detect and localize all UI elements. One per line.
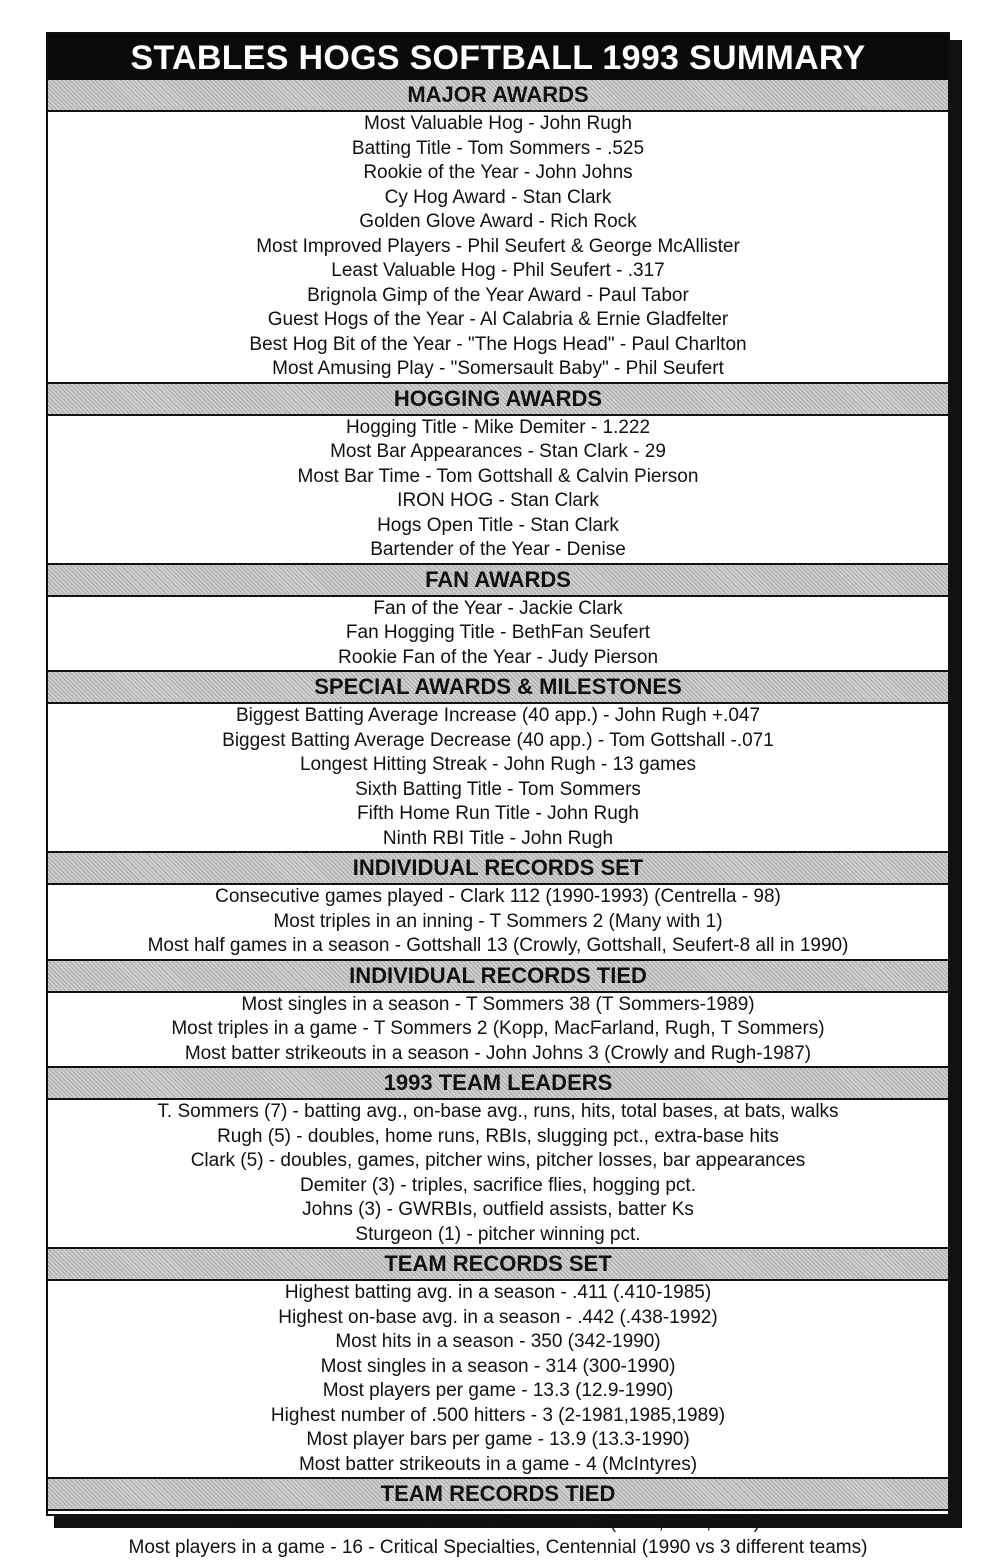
list-item: Highest number of .500 hitters - 3 (2-1981,1985,1989) <box>48 1404 948 1429</box>
section-special-awards-milestones <box>48 670 948 851</box>
list-item: Clark (5) - doubles, games, pitcher wins, pitcher losses, bar appearances <box>48 1149 948 1174</box>
list-item: Fifth Home Run Title - John Rugh <box>48 802 948 827</box>
section-hogging-awards <box>48 382 948 563</box>
section-individual-records-set <box>48 851 948 959</box>
list-item: Johns (3) - GWRBIs, outfield assists, batter Ks <box>48 1198 948 1223</box>
list-item: Least Valuable Hog - Phil Seufert - .317 <box>48 259 948 284</box>
list-item: IRON HOG - Stan Clark <box>48 489 948 514</box>
list-item: Batting Title - Tom Sommers - .525 <box>48 137 948 162</box>
section-fan-awards <box>48 563 948 671</box>
section-individual-records-tied <box>48 959 948 1067</box>
list-item: Demiter (3) - triples, sacrifice flies, hogging pct. <box>48 1174 948 1199</box>
section-team-records-tied <box>48 1477 948 1560</box>
section-item-list <box>48 416 948 563</box>
sections-container <box>48 80 948 1560</box>
list-item: Most triples in an inning - T Sommers 2 (Many with 1) <box>48 910 948 935</box>
list-item: Fan of the Year - Jackie Clark <box>48 597 948 622</box>
section-heading: FAN AWARDS <box>48 563 948 597</box>
list-item: Hogs Open Title - Stan Clark <box>48 514 948 539</box>
section-heading: HOGGING AWARDS <box>48 382 948 416</box>
list-item: Rookie of the Year - John Johns <box>48 161 948 186</box>
section-item-list <box>48 993 948 1067</box>
list-item: Ninth RBI Title - John Rugh <box>48 827 948 852</box>
list-item: Fan Hogging Title - BethFan Seufert <box>48 621 948 646</box>
section-item-list <box>48 112 948 382</box>
list-item: Hogging Title - Mike Demiter - 1.222 <box>48 416 948 441</box>
list-item: Consecutive games played - Clark 112 (1990-1993) (Centrella - 98) <box>48 885 948 910</box>
list-item: Biggest Batting Average Decrease (40 app.) - Tom Gottshall -.071 <box>48 729 948 754</box>
section-heading: INDIVIDUAL RECORDS SET <box>48 851 948 885</box>
list-item: Highest on-base avg. in a season - .442 (.438-1992) <box>48 1306 948 1331</box>
section-heading: 1993 TEAM LEADERS <box>48 1066 948 1100</box>
section-item-list <box>48 1100 948 1247</box>
section-heading: INDIVIDUAL RECORDS TIED <box>48 959 948 993</box>
list-item: Sixth Batting Title - Tom Sommers <box>48 778 948 803</box>
section-major-awards <box>48 80 948 382</box>
list-item: Most batter strikeouts in a game - 4 (McIntyres) <box>48 1453 948 1478</box>
section-1993-team-leaders <box>48 1066 948 1247</box>
list-item: Most Valuable Hog - John Rugh <box>48 112 948 137</box>
list-item: Most triples in a game - T Sommers 2 (Kopp, MacFarland, Rugh, T Sommers) <box>48 1017 948 1042</box>
list-item: Most player bars per game - 13.9 (13.3-1990) <box>48 1428 948 1453</box>
list-item: Most Bar Time - Tom Gottshall & Calvin Pierson <box>48 465 948 490</box>
list-item: Most players per game - 13.3 (12.9-1990) <box>48 1379 948 1404</box>
summary-card <box>46 32 950 1516</box>
section-item-list <box>48 1511 948 1560</box>
list-item: Most players in a game - 16 - Critical Specialties, Centennial (1990 vs 3 different teams) <box>48 1536 948 1560</box>
list-item: Most half games in a season - Gottshall 13 (Crowly, Gottshall, Seufert-8 all in 1990) <box>48 934 948 959</box>
section-item-list <box>48 704 948 851</box>
list-item: Rugh (5) - doubles, home runs, RBIs, slugging pct., extra-base hits <box>48 1125 948 1150</box>
list-item: Most Bar Appearances - Stan Clark - 29 <box>48 440 948 465</box>
list-item: Most singles in a season - T Sommers 38 (T Sommers-1989) <box>48 993 948 1018</box>
list-item: T. Sommers (7) - batting avg., on-base avg., runs, hits, total bases, at bats, walks <box>48 1100 948 1125</box>
list-item: Most hits in a season - 350 (342-1990) <box>48 1330 948 1355</box>
list-item: Highest batting avg. in a season - .411 (.410-1985) <box>48 1281 948 1306</box>
list-item: Sturgeon (1) - pitcher winning pct. <box>48 1223 948 1248</box>
list-item: Cy Hog Award - Stan Clark <box>48 186 948 211</box>
list-item: Most batter strikeouts in a season - John Johns 3 (Crowly and Rugh-1987) <box>48 1042 948 1067</box>
section-heading: SPECIAL AWARDS & MILESTONES <box>48 670 948 704</box>
list-item: Best Hog Bit of the Year - "The Hogs Head" - Paul Charlton <box>48 333 948 358</box>
list-item: Most Amusing Play - "Somersault Baby" - Phil Seufert <box>48 357 948 382</box>
section-heading: MAJOR AWARDS <box>48 80 948 112</box>
list-item: Brignola Gimp of the Year Award - Paul Tabor <box>48 284 948 309</box>
list-item: Bartender of the Year - Denise <box>48 538 948 563</box>
section-heading: TEAM RECORDS TIED <box>48 1477 948 1511</box>
section-item-list <box>48 597 948 671</box>
list-item: Longest Hitting Streak - John Rugh - 13 games <box>48 753 948 778</box>
document-title: STABLES HOGS SOFTBALL 1993 SUMMARY <box>48 34 948 80</box>
list-item: Most consecutive wins at start of season - 2 (1981,1985,1987) <box>48 1511 948 1536</box>
list-item: Guest Hogs of the Year - Al Calabria & Ernie Gladfelter <box>48 308 948 333</box>
section-heading: TEAM RECORDS SET <box>48 1247 948 1281</box>
section-team-records-set <box>48 1247 948 1477</box>
section-item-list <box>48 1281 948 1477</box>
section-item-list <box>48 885 948 959</box>
list-item: Most singles in a season - 314 (300-1990) <box>48 1355 948 1380</box>
list-item: Most Improved Players - Phil Seufert & George McAllister <box>48 235 948 260</box>
list-item: Golden Glove Award - Rich Rock <box>48 210 948 235</box>
list-item: Biggest Batting Average Increase (40 app.) - John Rugh +.047 <box>48 704 948 729</box>
list-item: Rookie Fan of the Year - Judy Pierson <box>48 646 948 671</box>
